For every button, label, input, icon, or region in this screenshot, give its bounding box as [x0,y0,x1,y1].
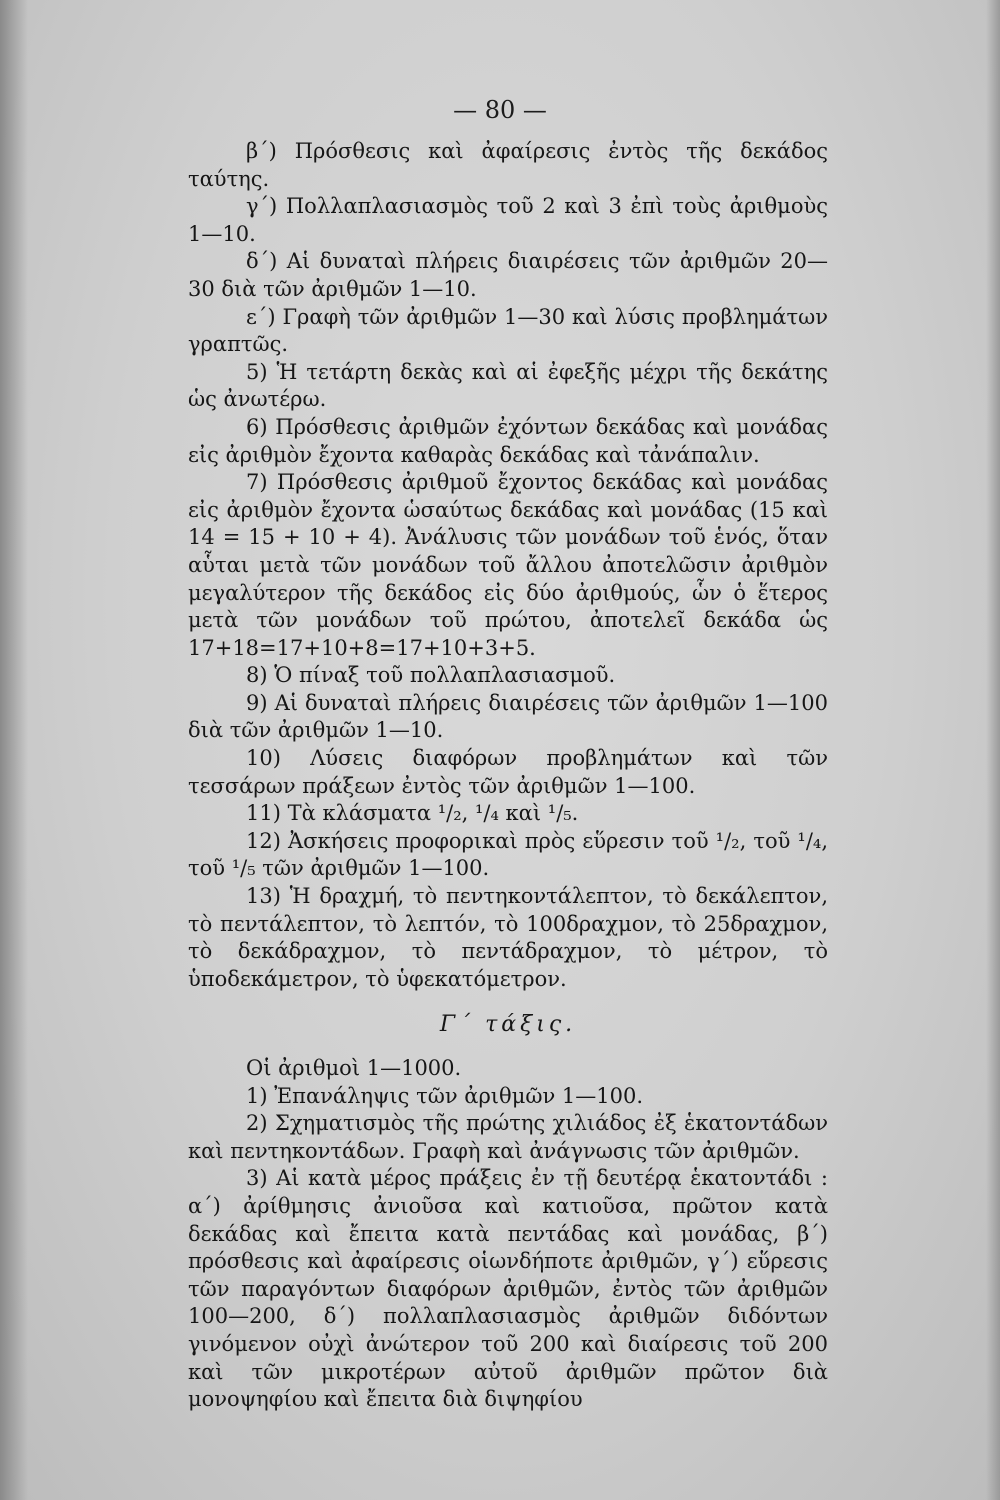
paragraph: γ΄) Πολλαπλασιασμὸς τοῦ 2 καὶ 3 ἐπὶ τοὺς ἀριθμοὺς 1—10. [188,194,828,246]
paragraph: 11) Τὰ κλάσματα ¹/₂, ¹/₄ καὶ ¹/₅. [246,801,579,826]
paragraph: 5) Ἡ τετάρτη δεκὰς καὶ αἱ ἐφεξῆς μέχρι τῆς δεκάτης ὡς ἀνωτέρω. [188,359,828,412]
paragraph: 9) Αἱ δυναταὶ πλήρεις διαιρέσεις τῶν ἀριθμῶν 1—100 διὰ τῶν ἀριθμῶν 1—10. [188,690,828,743]
page-edge [986,0,1000,1500]
paragraph: 10) Λύσεις διαφόρων προβλημάτων καὶ τῶν τεσσάρων πράξεων ἐντὸς τῶν ἀριθμῶν 1—100. [188,746,828,798]
paragraph: 1) Ἐπανάληψις τῶν ἀριθμῶν 1—100. [246,1083,644,1108]
binding-shadow [0,0,28,1500]
page-number: — 80 — [453,96,547,124]
paragraph: δ΄) Αἱ δυναταὶ πλήρεις διαιρέσεις τῶν ἀριθμῶν 20—30 διὰ τῶν ἀριθμῶν 1—10. [188,249,828,301]
paragraph: 13) Ἡ δραχμή, τὸ πεντηκοντάλεπτον, τὸ δεκάλεπτον, τὸ πεντάλεπτον, τὸ λεπτόν, τὸ 100δραχμον, τὸ 25δραχμον, τὸ δεκάδραχμον, τὸ πεντάδραχμον, τὸ μέτρον, τὸ ὑποδεκάμετρον, τὸ ὑφεκατόμετρον. [188,884,828,991]
paragraph: 12) Ἀσκήσεις προφορικαὶ πρὸς εὕρεσιν τοῦ ¹/₂, τοῦ ¹/₄, τοῦ ¹/₅ τῶν ἀριθμῶν 1—100. [188,828,828,881]
section-heading: Γ΄ τάξις. [439,1012,577,1038]
paragraph: β΄) Πρόσθεσις καὶ ἀφαίρεσις ἐντὸς τῆς δεκάδος ταύτης. [188,139,828,191]
paragraph: 3) Αἱ κατὰ μέρος πράξεις ἐν τῇ δευτέρᾳ ἑκατοντάδι : α΄) ἀρίθμησις ἀνιοῦσα καὶ κατιοῦσα, πρῶτον κατὰ δεκάδας καὶ ἔπειτα κατὰ πεντάδας καὶ μονάδας, β΄) πρόσθεσις καὶ ἀφαίρεσις οἱωνδήποτε ἀριθμῶν, γ΄) εὕρεσις τῶν παραγόντων διαφόρων ἀριθμῶν, ἐντὸς τῶν ἀριθμῶν 100—200, δ΄) πολλαπλασιασμὸς ἀριθμῶν διδόντων γινόμενον οὐχὶ ἀνώτερον τοῦ 200 καὶ διαίρεσις τοῦ 200 καὶ τῶν μικροτέρων αὐτοῦ ἀριθμῶν πρῶτον διὰ μονοψηφίου καὶ ἔπειτα διὰ διψηφίου [188,1166,828,1412]
paragraph: Οἱ ἀριθμοὶ 1—1000. [246,1056,462,1080]
paragraph: 7) Πρόσθεσις ἀριθμοῦ ἔχοντος δεκάδας καὶ μονάδας εἰς ἀριθμὸν ἔχοντα ὡσαύτως δεκάδας καὶ μονάδας (15 καὶ 14 = 15 + 10 + 4). Ἀνάλυσις τῶν μονάδων τοῦ ἑνός, ὅταν αὗται μετὰ τῶν μονάδων τοῦ ἄλλου ἀποτελῶσιν ἀριθμὸν μεγαλύτερον τῆς δεκάδος εἰς δύο ἀριθμούς, ὧν ὁ ἕτερος μετὰ τῶν μονάδων τοῦ πρώτου, ἀποτελεῖ δεκάδα ὡς 17+18=17+10+8=17+10+3+5. [188,470,828,660]
paragraph: 6) Πρόσθεσις ἀριθμῶν ἐχόντων δεκάδας καὶ μονάδας εἰς ἀριθμὸν ἔχοντα καθαρὰς δεκάδας καὶ τἀνάπαλιν. [188,414,828,467]
paragraph: 2) Σχηματισμὸς τῆς πρώτης χιλιάδος ἐξ ἑκατοντάδων καὶ πεντηκοντάδων. Γραφὴ καὶ ἀνάγνωσις τῶν ἀριθμῶν. [188,1111,828,1163]
page-body [188,138,828,1414]
paragraph: ε΄) Γραφὴ τῶν ἀριθμῶν 1—30 καὶ λύσις προβλημάτων γραπτῶς. [188,304,828,357]
paragraph: 8) Ὁ πίναξ τοῦ πολλαπλασιασμοῦ. [246,663,616,688]
